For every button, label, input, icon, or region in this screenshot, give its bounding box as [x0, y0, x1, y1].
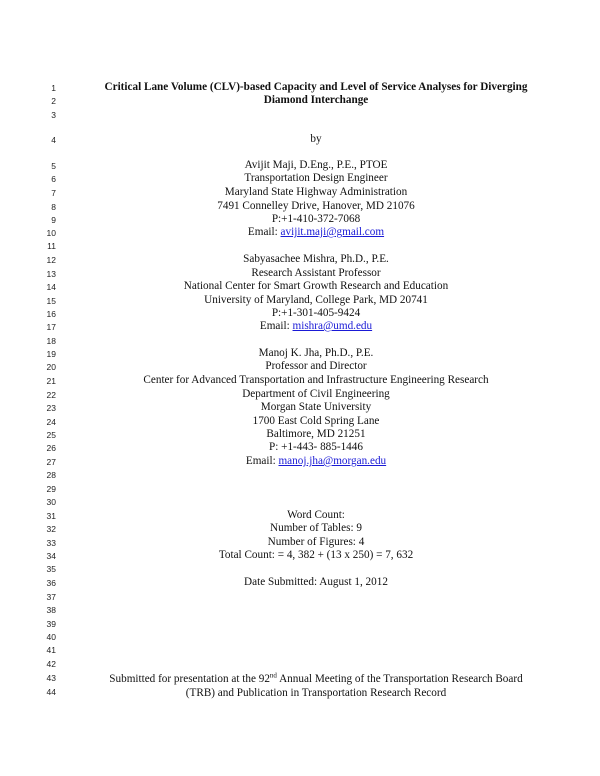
tables-count: Number of Tables: 9	[270, 522, 362, 534]
author-2-address: University of Maryland, College Park, MD 20741	[204, 294, 428, 306]
author-3-email-line	[66, 455, 566, 468]
total-count: Total Count: = 4, 382 + (13 x 250) = 7, 632	[218, 549, 414, 561]
line-number: 15	[46, 296, 56, 306]
line-number: 32	[46, 524, 56, 534]
line-number: 41	[46, 645, 56, 655]
author-1-address: 7491 Connelley Drive, Hanover, MD 21076	[217, 200, 415, 212]
line-number: 7	[51, 188, 56, 198]
line-number: 5	[51, 161, 56, 171]
line-number: 42	[46, 659, 56, 669]
line-number: 31	[46, 511, 56, 521]
submission-line-2: (TRB) and Publication in Transportation Research Record	[185, 687, 447, 699]
line-number: 6	[51, 174, 56, 184]
line-number: 44	[46, 687, 56, 697]
line-number: 13	[46, 269, 56, 279]
line-number: 37	[46, 592, 56, 602]
author-3-dept: Department of Civil Engineering	[242, 388, 390, 400]
word-count-label: Word Count:	[287, 509, 345, 521]
line-number: 17	[46, 322, 56, 332]
author-2-org: National Center for Smart Growth Research and Education	[183, 280, 449, 292]
line-number: 29	[46, 484, 56, 494]
line-number: 20	[46, 362, 56, 372]
author-3-title: Professor and Director	[265, 360, 367, 372]
author-3-phone: P: +1-443- 885-1446	[269, 441, 363, 453]
figures-count: Number of Figures: 4	[267, 536, 365, 548]
submission-text-pre: Submitted for presentation at the 92	[109, 673, 270, 685]
line-number: 40	[46, 632, 56, 642]
line-number: 16	[46, 309, 56, 319]
by-label: by	[310, 133, 322, 145]
line-number: 21	[46, 376, 56, 386]
line-number: 10	[46, 228, 56, 238]
author-3-street: 1700 East Cold Spring Lane	[252, 415, 380, 427]
email-label: Email:	[245, 455, 276, 467]
line-number: 1	[51, 83, 56, 93]
line-number: 30	[46, 497, 56, 507]
author-2-email-line	[66, 320, 566, 333]
line-number: 35	[46, 564, 56, 574]
paper-title-line-2: Diamond Interchange	[263, 94, 369, 106]
author-1-org: Maryland State Highway Administration	[224, 186, 408, 198]
author-2-phone: P:+1-301-405-9424	[271, 307, 361, 319]
line-number: 12	[46, 255, 56, 265]
author-2-title: Research Assistant Professor	[251, 267, 381, 279]
line-number: 19	[46, 349, 56, 359]
author-1-title: Transportation Design Engineer	[244, 172, 388, 184]
author-1-email-line	[66, 226, 566, 239]
author-3-university: Morgan State University	[260, 401, 372, 413]
author-3-name: Manoj K. Jha, Ph.D., P.E.	[258, 347, 374, 359]
line-number: 27	[46, 457, 56, 467]
author-3-email-link[interactable]: manoj.jha@morgan.edu	[278, 455, 387, 467]
line-number: 36	[46, 578, 56, 588]
line-number: 18	[46, 336, 56, 346]
line-number: 28	[46, 470, 56, 480]
author-3-org: Center for Advanced Transportation and Infrastructure Engineering Research	[143, 374, 489, 386]
submission-line-1	[66, 673, 566, 686]
line-number: 8	[51, 202, 56, 212]
ordinal-suffix: nd	[269, 671, 277, 680]
author-3-city: Baltimore, MD 21251	[266, 428, 366, 440]
line-number: 14	[46, 282, 56, 292]
line-number: 33	[46, 538, 56, 548]
line-number: 39	[46, 619, 56, 629]
line-number: 4	[51, 135, 56, 145]
author-1-name: Avijit Maji, D.Eng., P.E., PTOE	[244, 159, 388, 171]
paper-title-line-1: Critical Lane Volume (CLV)-based Capacity and Level of Service Analyses for Diverging	[104, 81, 528, 93]
line-number: 23	[46, 403, 56, 413]
line-number: 9	[51, 215, 56, 225]
author-2-name: Sabyasachee Mishra, Ph.D., P.E.	[243, 253, 389, 265]
line-number: 34	[46, 551, 56, 561]
line-number: 3	[51, 110, 56, 120]
line-number: 25	[46, 430, 56, 440]
author-1-email-link[interactable]: avijit.maji@gmail.com	[280, 226, 385, 238]
line-number: 2	[51, 96, 56, 106]
author-2-email-link[interactable]: mishra@umd.edu	[292, 320, 373, 332]
line-number: 26	[46, 443, 56, 453]
submission-text-post: Annual Meeting of the Transportation Research Board	[276, 673, 523, 685]
date-submitted: Date Submitted: August 1, 2012	[244, 576, 388, 588]
line-number: 38	[46, 605, 56, 615]
line-number: 11	[47, 241, 56, 251]
author-1-phone: P:+1-410-372-7068	[271, 213, 361, 225]
line-number: 43	[46, 673, 56, 683]
email-label: Email:	[247, 226, 278, 238]
email-label: Email:	[259, 320, 290, 332]
line-number: 22	[46, 390, 56, 400]
line-number: 24	[46, 417, 56, 427]
